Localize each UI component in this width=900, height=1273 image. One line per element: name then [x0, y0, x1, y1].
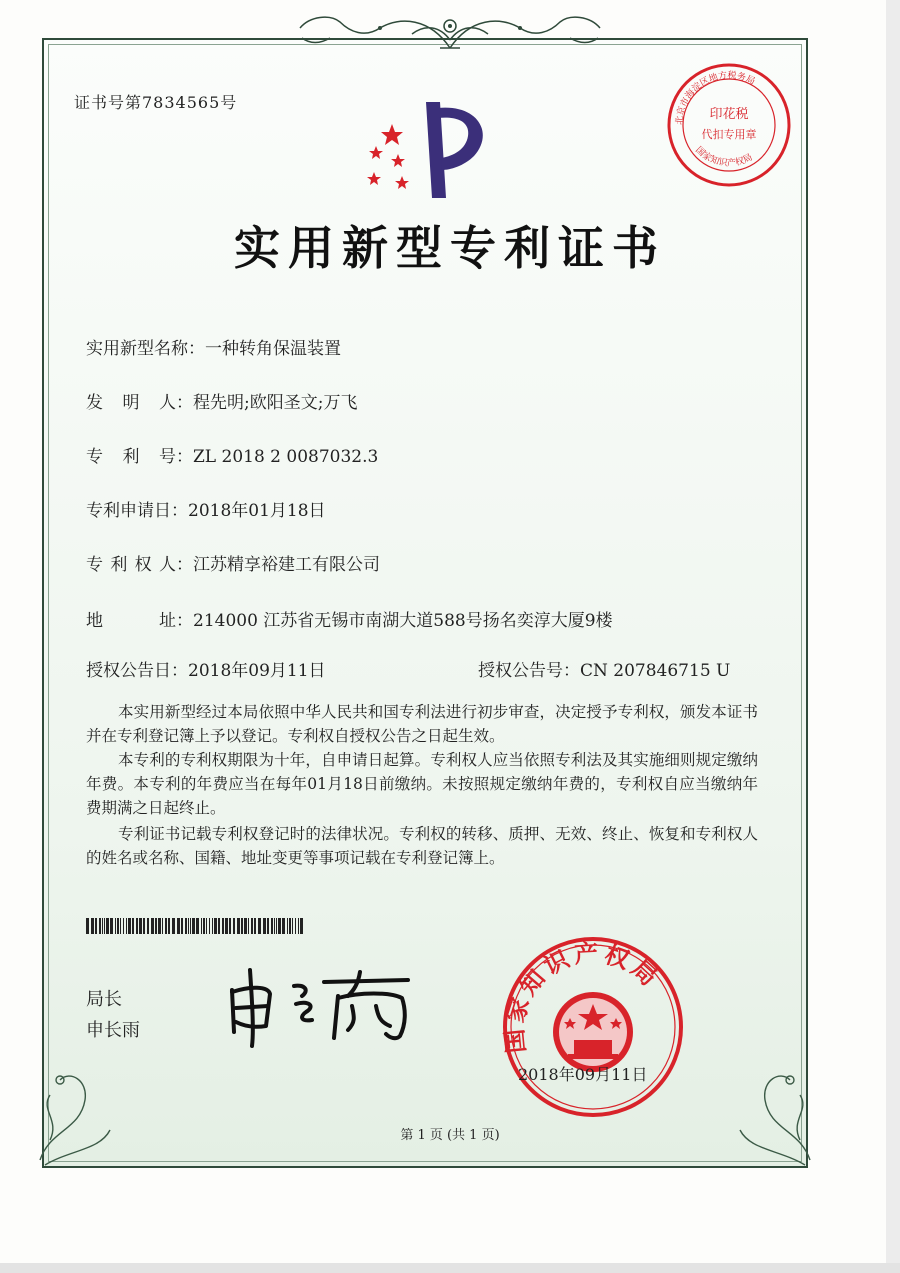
filing-date-value: 2018年01月18日 — [188, 501, 326, 521]
filing-date-row — [86, 496, 326, 521]
address-row: 地址：214000 江苏省无锡市南湖大道588号扬名奕淳大厦9楼 — [86, 606, 613, 631]
corner-flourish-left-icon — [30, 1040, 120, 1170]
svg-text:北京市海淀区地方税务局: 北京市海淀区地方税务局 — [674, 70, 757, 126]
svg-text:代扣专用章: 代扣专用章 — [701, 128, 757, 141]
tax-stamp-icon — [664, 60, 794, 190]
top-ornament-icon — [290, 8, 610, 56]
patent-number-row: 专利号：ZL 2018 2 0087032.3 — [86, 442, 378, 467]
grant-number-label: 授权公告号： — [478, 661, 580, 681]
cnipa-logo-icon — [354, 94, 504, 204]
barcode-icon — [86, 918, 306, 934]
utility-model-name-row — [86, 334, 341, 359]
document-title: 实用新型专利证书 — [234, 221, 666, 275]
seal-text: 国家知识产权局 — [500, 939, 666, 1055]
scan-edge — [886, 0, 900, 1273]
grant-date-value: 2018年09月11日 — [188, 661, 326, 681]
paragraph-2: 本专利的专利权期限为十年，自申请日起算。专利权人应当依照专利法及其实施细则规定缴纳年费。本专利的年费应当在每年01月18日前缴纳。未按照规定缴纳年费的，专利权自应当缴纳年费期满之日起终止。 — [86, 751, 758, 817]
seal-date: 2018年09月11日 — [518, 1065, 648, 1084]
director-signature-icon — [220, 960, 420, 1050]
patentee-value: 江苏精享裕建工有限公司 — [193, 555, 380, 575]
grant-date-row — [86, 656, 326, 681]
patent-number-value: ZL 2018 2 0087032.3 — [193, 447, 379, 467]
inventor-label: 发明人 — [86, 393, 176, 413]
scan-edge-bottom — [0, 1263, 900, 1273]
inventor-row: 发明人：程先明;欧阳圣文;万飞 — [86, 388, 357, 413]
grant-number-value: CN 207846715 U — [580, 661, 731, 681]
grant-date-label: 授权公告日： — [86, 661, 188, 681]
director-title: 局长 — [86, 989, 122, 1010]
patentee-label: 专利权人 — [86, 555, 176, 575]
filing-date-label: 专利申请日： — [86, 501, 188, 521]
paragraph-3: 专利证书记载专利权登记时的法律状况。专利权的转移、质押、无效、终止、恢复和专利权人的姓名或名称、国籍、地址变更等事项记载在专利登记簿上。 — [86, 825, 758, 867]
corner-flourish-right-icon — [720, 1040, 820, 1170]
grant-number-row — [478, 656, 730, 681]
inventor-value: 程先明;欧阳圣文;万飞 — [193, 393, 358, 413]
patentee-row: 专利权人：江苏精享裕建工有限公司 — [86, 550, 380, 575]
address-value: 214000 江苏省无锡市南湖大道588号扬名奕淳大厦9楼 — [193, 611, 613, 631]
patent-number-label: 专利号 — [86, 447, 176, 467]
svg-text:印花税: 印花税 — [709, 107, 749, 122]
svg-text:国家知识产权局: 国家知识产权局 — [693, 145, 755, 169]
page-number: 第 1 页 (共 1 页) — [400, 1128, 500, 1143]
paragraph-1: 本实用新型经过本局依照中华人民共和国专利法进行初步审查，决定授予专利权，颁发本证书并在专利登记簿上予以登记。专利权自授权公告之日起生效。 — [86, 703, 758, 745]
certificate-number: 证书号第7834565号 — [74, 93, 238, 112]
address-label: 地址 — [86, 611, 176, 631]
official-seal-icon — [498, 932, 688, 1122]
utility-model-name-label: 实用新型名称： — [86, 339, 205, 359]
utility-model-name-value: 一种转角保温装置 — [205, 339, 341, 359]
director-name: 申长雨 — [86, 1020, 140, 1041]
